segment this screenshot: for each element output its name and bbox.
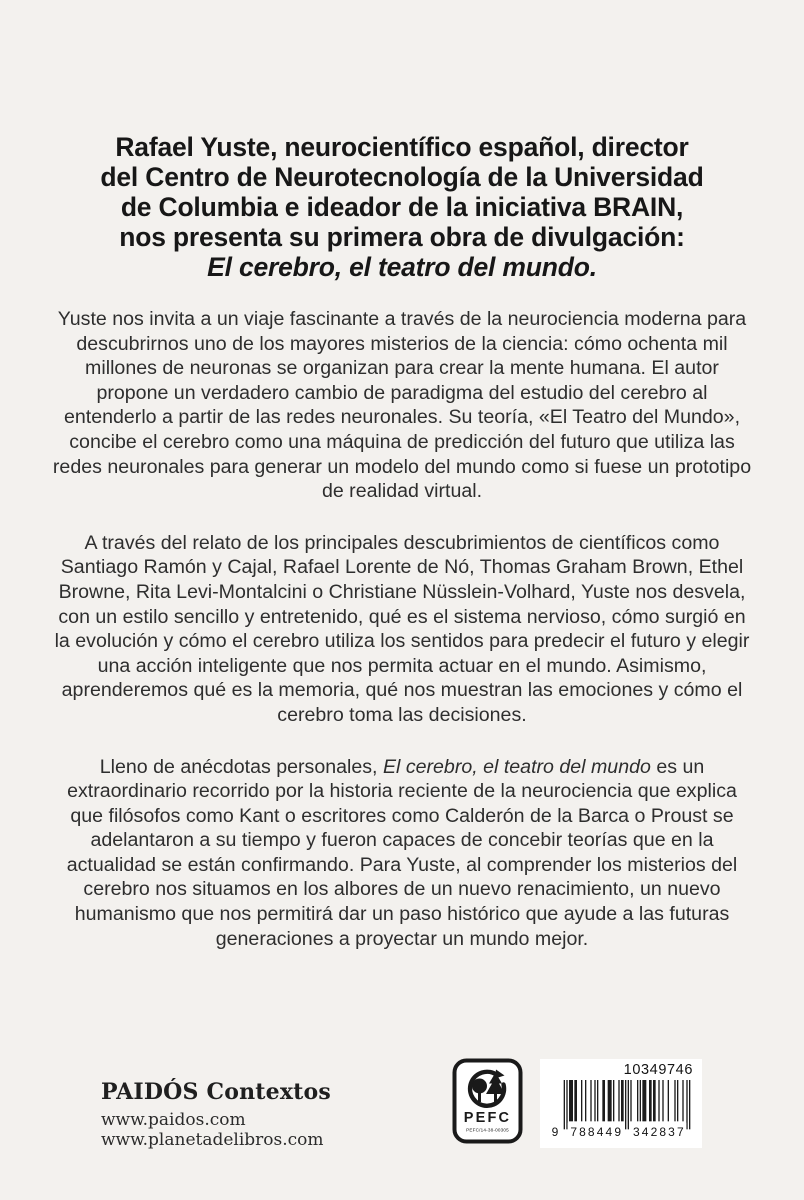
headline-book-title: El cerebro, el teatro del mundo. [207,252,597,282]
ean13-barcode [545,1080,697,1139]
svg-text:342837: 342837 [633,1125,684,1139]
product-code: 10349746 [623,1062,693,1078]
barcode-panel [540,1059,702,1148]
publisher-url-planetadelibros: www.planetadelibros.com [101,1130,324,1150]
pefc-logo-graphic [452,1058,523,1144]
headline-block [0,0,804,282]
paragraph-3 [52,755,752,952]
headline-line: Rafael Yuste, neurocientífico español, director [115,132,689,162]
paragraph-3-lead: Lleno de anécdotas personales, [99,755,383,778]
pefc-certification-logo [452,1058,523,1144]
svg-text:788449: 788449 [570,1125,621,1139]
headline-line: del Centro de Neurotecnología de la Universidad [100,162,704,192]
headline-line: de Columbia e ideador de la iniciativa BRAIN, [120,192,684,222]
publisher-urls [101,1110,324,1150]
paragraph-3-book-title: El cerebro, el teatro del mundo [382,755,651,778]
paragraph-3-rest: es un extraordinario recorrido por la historia reciente de la neurociencia que explica que filósofos como Kant o escritores como Calderón de la Barca o Proust se adelantaron a su tiempo y fueron capaces de concebir teorías que en la actualidad se están confirmando. Para Yuste, al comprender los misterios del cerebro nos situamos en los albores de un nuevo renacimiento, un nuevo humanismo que nos permitirá dar un paso histórico que ayude a las futuras generaciones a proyectar un mundo mejor. [66,755,738,950]
paragraph-2: A través del relato de los principales descubrimientos de científicos como Santiago Ramón y Cajal, Rafael Lorente de Nó, Thomas Graham Brown, Ethel Browne, Rita Levi-Montalcini o Christiane Nüsslein-Volhard, Yuste nos desvela, con un estilo sencillo y entretenido, qué es el sistema nervioso, cómo surgió en la evolución y cómo el cerebro utiliza los sentidos para predecir el futuro y elegir una acción inteligente que nos permita actuar en el mundo. Asimismo, aprenderemos qué es la memoria, qué nos muestran las emociones y cómo el cerebro toma las decisiones. [54,531,750,726]
publisher-imprint: PAIDÓS Contextos [101,1079,331,1105]
pefc-wordmark: PEFC [463,1110,512,1126]
paragraph-1: Yuste nos invita a un viaje fascinante a través de la neurociencia moderna para descubrirnos uno de los mayores misterios de la ciencia: cómo ochenta mil millones de neuronas se organizan para crear la mente humana. El autor propone un verdadero cambio de paradigma del estudio del cerebro al entenderlo a partir de las redes neuronales. Su teoría, «El Teatro del Mundo», concibe el cerebro como una máquina de predicción del futuro que utiliza las redes neuronales para generar un modelo del mundo como si fuese un prototipo de realidad virtual. [52,308,752,503]
synopsis-text [52,307,752,951]
headline-line: nos presenta su primera obra de divulgación: [119,222,685,252]
publisher-url-paidos: www.paidos.com [101,1110,246,1130]
svg-text:9: 9 [551,1125,559,1139]
pefc-cert-number: PEFC/14-38-00305 [466,1127,509,1133]
